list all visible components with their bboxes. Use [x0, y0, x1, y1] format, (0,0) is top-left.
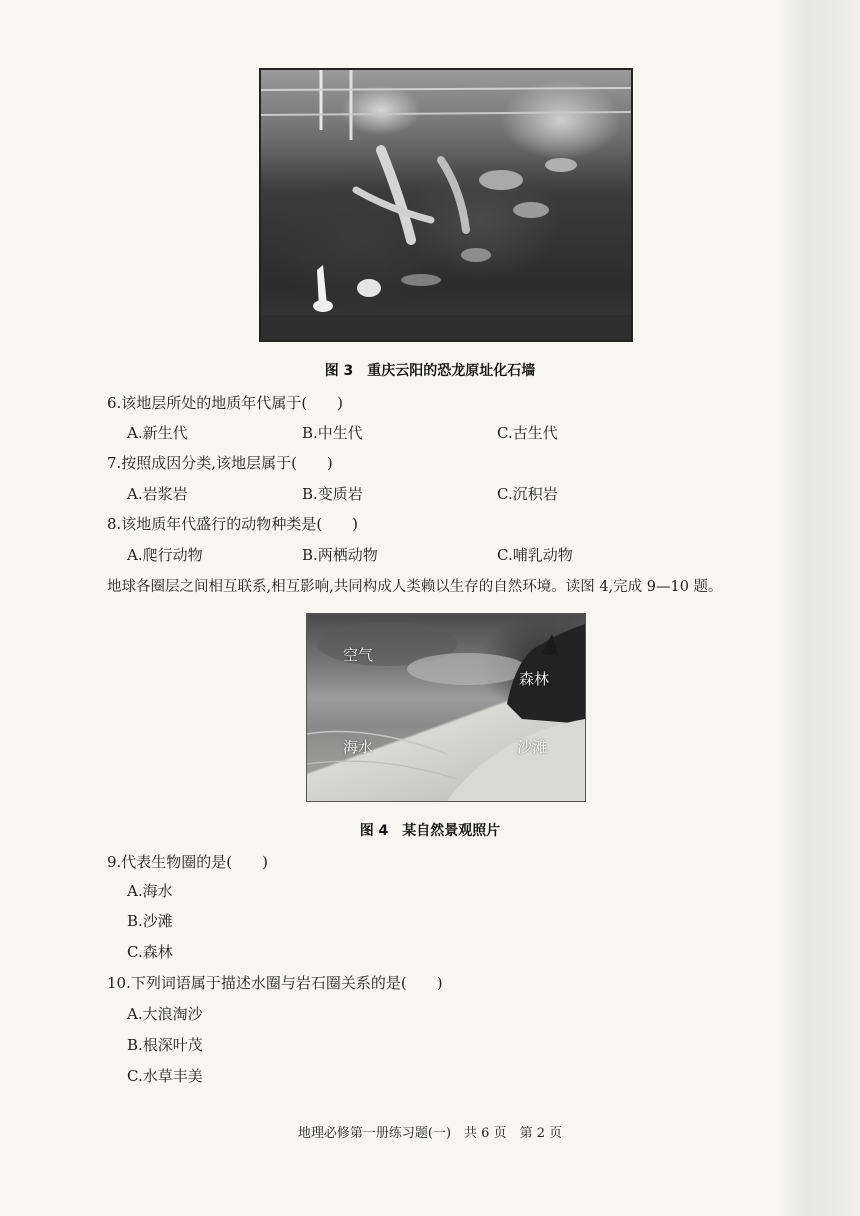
figure3-caption: 图 3 重庆云阳的恐龙原址化石墙	[324, 363, 536, 379]
question-10-option-a[interactable]: A.大浪淘沙	[127, 1005, 203, 1023]
section-intro: 地球各圈层之间相互联系,相互影响,共同构成人类赖以生存的自然环境。读图 4,完成 9—10 题。	[107, 579, 723, 595]
figure4-caption: 图 4 某自然景观照片	[359, 823, 501, 839]
question-8-option-a[interactable]: A.爬行动物	[127, 546, 203, 564]
landscape-illustration	[307, 614, 585, 801]
beach-label: 沙滩	[517, 738, 548, 756]
question-8-stem: 8.该地质年代盛行的动物种类是( )	[107, 515, 359, 533]
question-9-option-b[interactable]: B.沙滩	[127, 912, 173, 930]
question-8-option-c[interactable]: C.哺乳动物	[497, 546, 573, 564]
air-label: 空气	[343, 646, 374, 664]
page-edge-shadow	[778, 0, 860, 1216]
question-6-option-c[interactable]: C.古生代	[497, 424, 558, 442]
question-9-stem: 9.代表生物圈的是( )	[107, 853, 269, 871]
fossil-wall-illustration	[261, 70, 631, 340]
question-10-stem: 10.下列词语属于描述水圈与岩石圈关系的是( )	[107, 974, 443, 992]
question-6-option-a[interactable]: A.新生代	[127, 424, 188, 442]
question-6-stem: 6.该地层所处的地质年代属于( )	[107, 394, 344, 412]
question-8-option-b[interactable]: B.两栖动物	[302, 546, 378, 564]
sea-label: 海水	[343, 738, 374, 756]
question-7-option-b[interactable]: B.变质岩	[302, 485, 363, 503]
question-9-option-c[interactable]: C.森林	[127, 943, 173, 961]
question-6-option-b[interactable]: B.中生代	[302, 424, 363, 442]
question-7-option-c[interactable]: C.沉积岩	[497, 485, 558, 503]
page-footer: 地理必修第一册练习题(一) 共 6 页 第 2 页	[297, 1126, 563, 1141]
question-9-option-a[interactable]: A.海水	[127, 882, 173, 900]
fossil-wall-photo	[259, 68, 633, 342]
question-10-option-b[interactable]: B.根深叶茂	[127, 1036, 203, 1054]
question-7-option-a[interactable]: A.岩浆岩	[127, 485, 188, 503]
forest-label: 森林	[519, 670, 550, 688]
natural-landscape-photo	[306, 613, 586, 802]
question-7-stem: 7.按照成因分类,该地层属于( )	[107, 454, 333, 472]
question-10-option-c[interactable]: C.水草丰美	[127, 1067, 203, 1085]
